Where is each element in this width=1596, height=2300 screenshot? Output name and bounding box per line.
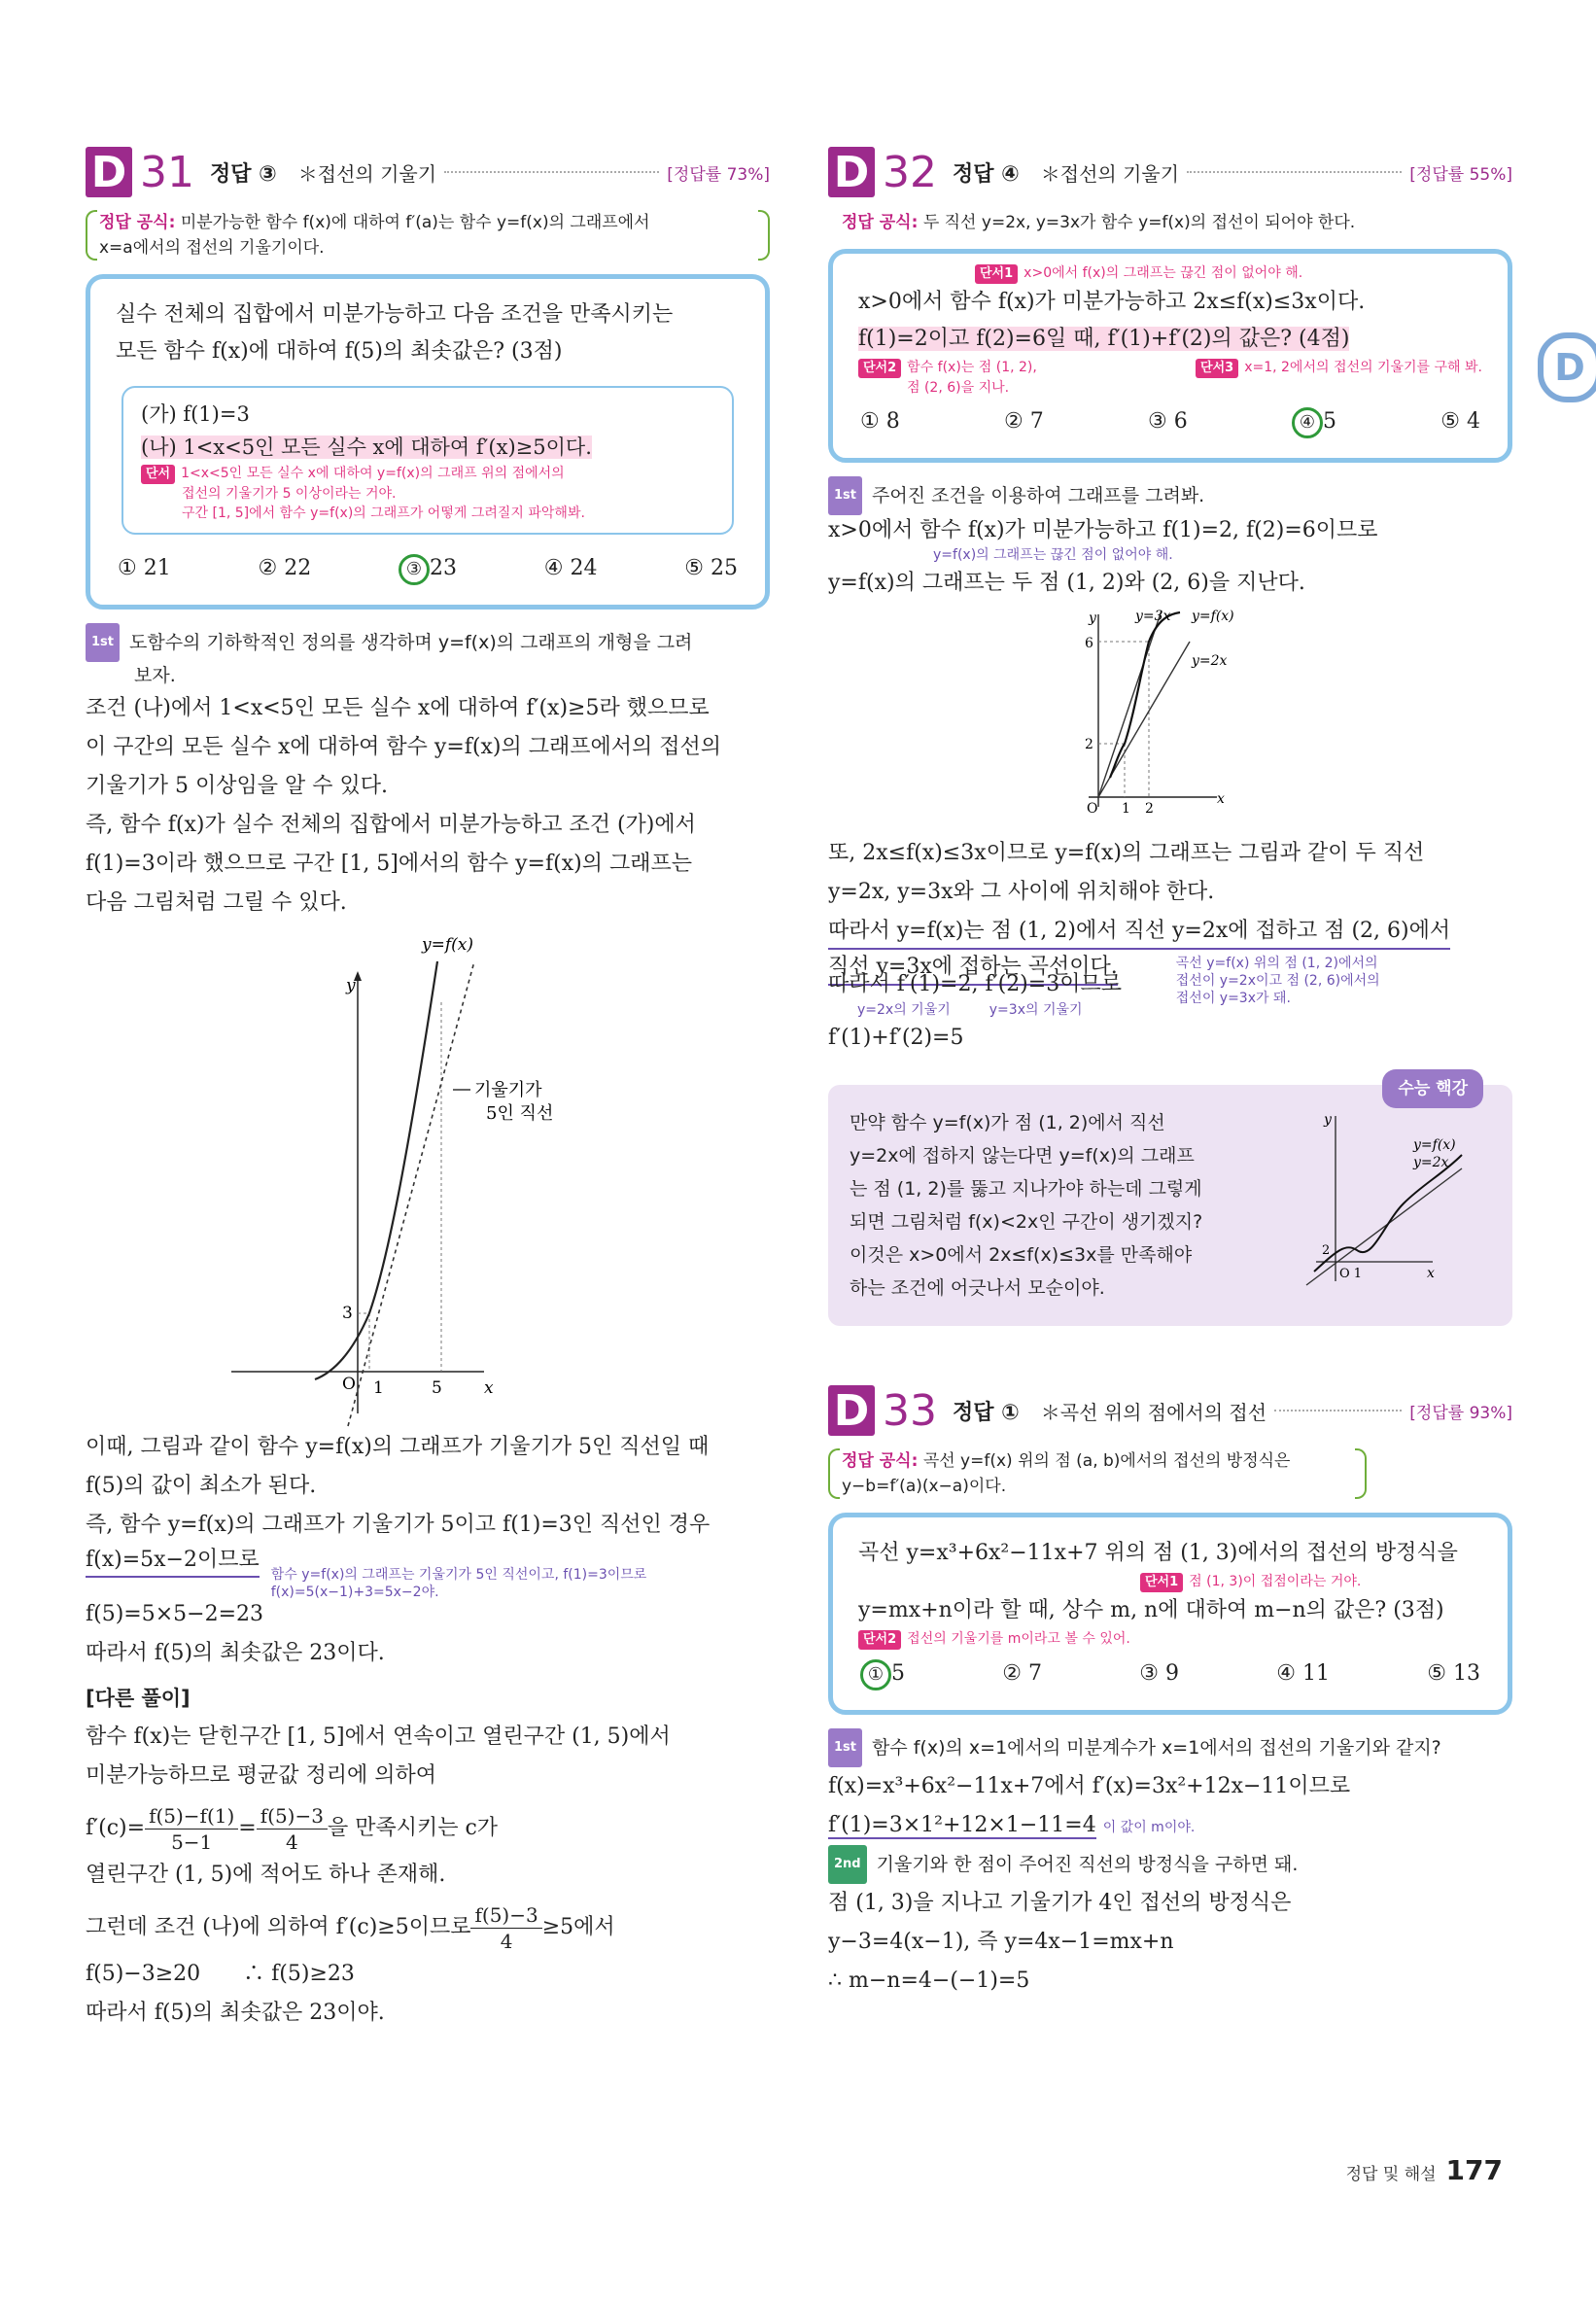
hint: 점 (1, 3)이 접점이라는 거야. <box>1189 1574 1362 1589</box>
q31-topic: ＊접선의 기울기 <box>297 161 437 186</box>
q31-solution <box>86 623 770 923</box>
hint <box>141 464 714 484</box>
q31-conditions-box <box>121 386 734 535</box>
q32-graph <box>828 603 1512 826</box>
note-line: y=2x의 기울기 <box>857 1002 951 1018</box>
csat-badge: 수능 핵강 <box>1382 1069 1483 1108</box>
solution-line: 함수 f(x)는 닫힌구간 [1, 5]에서 연속이고 열린구간 (1, 5)에서 <box>86 1725 671 1749</box>
solution-line: f′(1)+f′(2)=5 <box>828 1026 964 1050</box>
solution-text: 그런데 조건 (나)에 의하여 f′(c)≥5이므로 <box>86 1915 471 1939</box>
q32-answer: 정답 ④ <box>953 161 1020 187</box>
graph-note: 기울기가 <box>474 1080 542 1100</box>
q31-code: D <box>86 147 132 197</box>
formula-label: 정답 공식: <box>99 213 176 232</box>
problem-line: x>0에서 함수 f(x)가 미분가능하고 2x≤f(x)≤3x이다. <box>858 290 1366 314</box>
solution-line: 즉, 함수 y=f(x)의 그래프가 기울기가 5이고 f(1)=3인 직선인 경우 <box>86 1513 711 1537</box>
q32-problem-box <box>828 249 1512 463</box>
step-text: 함수 f(x)의 x=1에서의 미분계수가 x=1에서의 접선의 기울기와 같지? <box>872 1737 1441 1759</box>
choice-4-selected[interactable] <box>1292 403 1336 440</box>
curve-f <box>315 961 437 1379</box>
solution-line: 또, 2x≤f(x)≤3x이므로 y=f(x)의 그래프는 그림과 같이 두 직선 <box>828 841 1425 865</box>
column-right <box>828 144 1512 2001</box>
solution-text: ≥5에서 <box>541 1915 615 1939</box>
tick-6: 6 <box>1085 636 1093 651</box>
tick-1: 1 <box>373 1378 384 1398</box>
choice-2[interactable]: ② 7 <box>1004 409 1044 434</box>
line-2x <box>1306 1168 1462 1285</box>
note-line: 곡선 y=f(x) 위의 점 (1, 2)에서의 <box>1175 956 1378 971</box>
axis-y-label: y <box>1324 1112 1332 1128</box>
note-line: f(x)=5(x−1)+3=5x−2야. <box>270 1585 439 1600</box>
q33-number: 33 <box>883 1385 937 1436</box>
formula-label: 정답 공식: <box>842 213 919 232</box>
solution-line: y−3=4(x−1), 즉 y=4x−1=mx+n <box>828 1930 1174 1954</box>
solution-line: x>0에서 함수 f(x)가 미분가능하고 f(1)=2, f(2)=6이므로 <box>828 518 1378 542</box>
section-tab[interactable] <box>1538 332 1596 402</box>
page-number: 177 <box>1445 2154 1503 2186</box>
hint: x=1, 2에서의 접선의 기울기를 구해 봐. <box>1244 360 1482 375</box>
solution-line: f(5)−3≥20 ∴ f(5)≥23 <box>86 1962 355 1986</box>
step-badge: 1st <box>828 476 862 515</box>
bracket-left <box>828 1448 840 1499</box>
solution-line: 직선 y=3x에 접하는 곡선이다. <box>828 951 1118 986</box>
label-2x: y=2x <box>1192 653 1228 669</box>
q33-answer: 정답 ① <box>953 1400 1020 1425</box>
problem-line: 실수 전체의 집합에서 미분가능하고 다음 조건을 만족시키는 <box>116 302 674 327</box>
choice-2[interactable]: ② 7 <box>1002 1661 1042 1686</box>
solution-line: 즉, 함수 f(x)가 실수 전체의 집합에서 미분가능하고 조건 (가)에서 <box>86 813 696 837</box>
fraction <box>470 1902 541 1954</box>
page-footer <box>1346 2154 1503 2186</box>
solution-line: 다음 그림처럼 그릴 수 있다. <box>86 890 347 915</box>
axis-x-label: x <box>484 1378 494 1398</box>
check-circle-icon: ③ <box>399 554 430 585</box>
hint-tag: 단서1 <box>975 264 1018 284</box>
choice-3-selected[interactable] <box>399 550 457 587</box>
mvt-lhs: f′(c)= <box>86 1816 146 1840</box>
note-line: y=3x의 기울기 <box>989 1002 1083 1018</box>
hint-tag: 단서3 <box>1196 359 1238 378</box>
q31-leader-dots <box>444 171 659 173</box>
q31-answer: 정답 ③ <box>210 161 277 187</box>
choice-1[interactable]: ① 21 <box>118 556 171 580</box>
note-line: 접선이 y=3x가 돼. <box>1175 991 1291 1006</box>
choice-5[interactable]: ⑤ 4 <box>1440 409 1480 434</box>
solution-line: ∴ m−n=4−(−1)=5 <box>828 1969 1030 1993</box>
solution-line: 이 구간의 모든 실수 x에 대하여 함수 y=f(x)의 그래프에서의 접선의 <box>86 735 721 759</box>
csat-line: 하는 조건에 어긋나서 모순이야. <box>850 1277 1105 1299</box>
condition-2: (나) 1<x<5인 모든 실수 x에 대하여 f′(x)≥5이다. <box>141 436 592 459</box>
hint-line: 접선의 기울기가 5 이상이라는 거야. <box>182 486 397 502</box>
graph-note: 5인 직선 <box>486 1103 554 1124</box>
choice-value: 5 <box>891 1661 905 1686</box>
axis-x-label: x <box>1427 1266 1435 1281</box>
q31-choices <box>116 550 740 587</box>
solution-line: 조건 (나)에서 1<x<5인 모든 실수 x에 대하여 f′(x)≥5라 했으므로 <box>86 696 710 720</box>
condition-1: (가) f(1)=3 <box>141 402 250 426</box>
bracket-right <box>1355 1448 1367 1499</box>
choice-5[interactable]: ⑤ 13 <box>1427 1661 1480 1686</box>
formula-label: 정답 공식: <box>842 1451 919 1471</box>
solution-line: 이때, 그림과 같이 함수 y=f(x)의 그래프가 기울기가 5인 직선일 때 <box>86 1435 710 1459</box>
axis-x-label: x <box>1217 791 1225 807</box>
step-badge: 1st <box>828 1728 862 1767</box>
footer-text: 정답 및 해설 <box>1345 2165 1437 2184</box>
choice-1-selected[interactable] <box>860 1655 905 1692</box>
csat-line: 만약 함수 y=f(x)가 점 (1, 2)에서 직선 <box>850 1112 1165 1133</box>
hint: 점 (2, 6)을 지나. <box>907 380 1010 396</box>
q33-choices <box>858 1655 1482 1692</box>
check-circle-icon: ① <box>860 1659 891 1690</box>
solution-line: y=f(x)의 그래프는 두 점 (1, 2)와 (2, 6)을 지난다. <box>828 571 1305 595</box>
q33-rate: [정답률 93%] <box>1409 1403 1512 1423</box>
hint-tag: 단서 <box>141 465 175 484</box>
problem-line: f(1)=2이고 f(2)=6일 때, f′(1)+f′(2)의 값은? (4점) <box>858 327 1350 351</box>
origin-label: O <box>1087 801 1098 817</box>
origin-label: O <box>342 1375 356 1394</box>
alt-solution-title: [다른 풀이] <box>86 1687 191 1710</box>
column-left <box>86 144 770 2033</box>
curve-f <box>1314 1155 1462 1272</box>
q31-number: 31 <box>140 147 194 197</box>
denominator: 5−1 <box>171 1830 213 1854</box>
label-3x: y=3x <box>1135 609 1171 624</box>
csat-line: y=2x에 접하지 않는다면 y=f(x)의 그래프 <box>850 1145 1195 1167</box>
q32-rate: [정답률 55%] <box>1409 164 1512 185</box>
hint-line: 구간 [1, 5]에서 함수 y=f(x)의 그래프가 어떻게 그려질지 파악해봐. <box>182 505 585 521</box>
step-text: 보자. <box>134 665 176 686</box>
csat-line: 이것은 x>0에서 2x≤f(x)≤3x를 만족해야 <box>850 1244 1193 1266</box>
choice-value: 23 <box>430 556 457 580</box>
q32-header <box>828 144 1512 200</box>
numerator: f(5)−3 <box>257 1803 328 1830</box>
formula-line: x=a에서의 접선의 기울기이다. <box>99 238 325 258</box>
curve-f <box>1110 612 1180 778</box>
denominator: 4 <box>500 1929 513 1953</box>
problem-line: 모든 함수 f(x)에 대하여 f(5)의 최솟값은? (3점) <box>116 339 563 364</box>
numerator: f(5)−f(1) <box>145 1803 238 1830</box>
hint-line: 1<x<5인 모든 실수 x에 대하여 y=f(x)의 그래프 위의 점에서의 <box>181 466 565 481</box>
side-note: 이 값이 m이야. <box>1102 1820 1196 1835</box>
bracket-left <box>86 210 97 261</box>
csat-line: 되면 그림처럼 f(x)<2x인 구간이 생기겠지? <box>850 1211 1203 1233</box>
solution-line: 따라서 f(5)의 최솟값은 23이다. <box>86 1641 385 1665</box>
q31-rate: [정답률 73%] <box>667 164 770 185</box>
solution-line: f′(1)=3×1²+12×1−11=4 <box>828 1813 1096 1837</box>
formula-line: 두 직선 y=2x, y=3x가 함수 y=f(x)의 접선이 되어야 한다. <box>922 213 1356 232</box>
solution-line: 기울기가 5 이상임을 알 수 있다. <box>86 774 388 798</box>
q31-graph <box>86 923 770 1428</box>
numerator: f(5)−3 <box>470 1902 541 1929</box>
choice-3[interactable]: ③ 6 <box>1148 409 1188 434</box>
q33-leader-dots <box>1274 1410 1402 1411</box>
q31-formula <box>86 210 770 261</box>
tick-5: 5 <box>432 1378 442 1398</box>
mvt-rhs: 을 만족시키는 c가 <box>327 1816 499 1840</box>
step-text: 도함수의 기하학적인 정의를 생각하며 y=f(x)의 그래프의 개형을 그려 <box>129 632 693 653</box>
tick-2: 2 <box>1322 1243 1331 1258</box>
choice-5[interactable]: ⑤ 25 <box>684 556 738 580</box>
csat-box <box>828 1079 1512 1326</box>
equals: = <box>238 1816 257 1840</box>
formula-line: 미분가능한 함수 f(x)에 대하여 f′(a)는 함수 y=f(x)의 그래프에서 <box>180 213 650 232</box>
axis-y-label: y <box>1089 610 1096 626</box>
q32-choices <box>858 403 1482 440</box>
solution-line: f(5)=5×5−2=23 <box>86 1602 264 1626</box>
origin-label: O 1 <box>1339 1267 1363 1281</box>
denominator: 4 <box>285 1830 298 1854</box>
side-note: y=f(x)의 그래프는 끊긴 점이 없어야 해. <box>933 547 1173 563</box>
curve-label: y=f(x) <box>422 935 473 955</box>
label-fx: y=f(x) <box>1192 609 1234 624</box>
solution-line: 열린구간 (1, 5)에 적어도 하나 존재해. <box>86 1863 446 1887</box>
step-text: 기울기와 한 점이 주어진 직선의 방정식을 구하면 돼. <box>876 1854 1299 1875</box>
choice-1[interactable]: ① 8 <box>860 409 900 434</box>
problem-line: 곡선 y=x³+6x²−11x+7 위의 점 (1, 3)에서의 접선의 방정식을 <box>858 1541 1458 1565</box>
fraction <box>145 1803 238 1855</box>
tick-2x: 2 <box>1145 801 1154 817</box>
note-line: 함수 y=f(x)의 그래프는 기울기가 5인 직선이고, f(1)=3이므로 <box>270 1567 647 1583</box>
tick-3: 3 <box>342 1304 353 1323</box>
q32-code: D <box>828 147 875 197</box>
check-circle-icon: ④ <box>1292 407 1323 438</box>
choice-value: 5 <box>1323 409 1336 434</box>
q32-number: 32 <box>883 147 937 197</box>
csat-line: 는 점 (1, 2)를 뚫고 지나가야 하는데 그렇게 <box>850 1178 1202 1200</box>
solution-line: f(x)=x³+6x²−11x+7에서 f′(x)=3x²+12x−11이므로 <box>828 1774 1351 1798</box>
step-badge: 2nd <box>828 1845 867 1884</box>
q32-solution <box>828 476 1512 603</box>
step-text: 주어진 조건을 이용하여 그래프를 그려봐. <box>872 485 1205 506</box>
section-tab-label: D <box>1554 346 1585 389</box>
choice-3[interactable]: ③ 9 <box>1139 1661 1179 1686</box>
q33-code: D <box>828 1385 875 1436</box>
hint: x>0에서 f(x)의 그래프는 끊긴 점이 없어야 해. <box>1024 265 1303 281</box>
line-3x <box>1098 610 1162 797</box>
q33-header <box>828 1382 1512 1439</box>
side-note <box>1176 955 1380 1007</box>
q31-header <box>86 144 770 200</box>
fraction <box>257 1803 328 1855</box>
solution-line: 따라서 f(5)의 최솟값은 23이야. <box>86 2001 385 2025</box>
tangent-line-slope5 <box>348 961 474 1426</box>
problem-line: y=mx+n이라 할 때, 상수 m, n에 대하여 m−n의 값은? (3점) <box>858 1598 1444 1622</box>
hint-tag: 단서2 <box>858 359 901 378</box>
solution-line: 따라서 f′(1)=2, f′(2)=3이므로 <box>828 972 1122 996</box>
solution-line: 따라서 y=f(x)는 점 (1, 2)에서 직선 y=2x에 접하고 점 (2, 6)에서 <box>828 915 1450 950</box>
choice-4[interactable]: ④ 24 <box>543 556 598 580</box>
axis-y-label: y <box>346 976 356 995</box>
formula-line: y−b=f′(a)(x−a)이다. <box>842 1477 1007 1496</box>
q32-topic: ＊접선의 기울기 <box>1040 161 1180 186</box>
step-badge: 1st <box>86 623 120 662</box>
q33-problem-box <box>828 1513 1512 1715</box>
solution-line: f(1)=3이라 했으므로 구간 [1, 5]에서의 함수 y=f(x)의 그래프는 <box>86 852 692 876</box>
q33-topic: ＊곡선 위의 점에서의 접선 <box>1040 1400 1267 1424</box>
hint-tag: 단서2 <box>858 1630 901 1650</box>
solution-line: y=2x, y=3x와 그 사이에 위치해야 한다. <box>828 880 1215 904</box>
solution-line: f(x)=5x−2이므로 <box>86 1545 260 1578</box>
q33-formula <box>828 1448 1512 1499</box>
tick-2: 2 <box>1085 737 1093 752</box>
side-note <box>271 1566 647 1601</box>
q32-solution-2 <box>828 834 1512 1058</box>
label-fx: y=f(x) <box>1413 1137 1456 1153</box>
note-line: 접선이 y=2x이고 점 (2, 6)에서의 <box>1175 973 1380 989</box>
choice-4[interactable]: ④ 11 <box>1276 1661 1330 1686</box>
solution-line: f(5)의 값이 최소가 된다. <box>86 1474 317 1498</box>
hint-tag: 단서1 <box>1140 1573 1183 1592</box>
q32-formula <box>828 210 1512 235</box>
csat-graph <box>1297 1106 1491 1291</box>
q33-solution <box>828 1728 1512 2001</box>
hint: 함수 f(x)는 점 (1, 2), <box>907 360 1037 375</box>
tick-1: 1 <box>1122 801 1130 817</box>
choice-2[interactable]: ② 22 <box>258 556 312 580</box>
formula-line: 곡선 y=f(x) 위의 점 (a, b)에서의 접선의 방정식은 <box>922 1451 1291 1471</box>
q31-problem-box <box>86 274 770 610</box>
solution-line: 점 (1, 3)을 지나고 기울기가 4인 접선의 방정식은 <box>828 1891 1292 1915</box>
label-2x: y=2x <box>1413 1155 1449 1170</box>
q31-solution-2 <box>86 1428 770 2033</box>
q32-leader-dots <box>1187 171 1402 173</box>
bracket-right <box>758 210 770 261</box>
solution-line: 미분가능하므로 평균값 정리에 의하여 <box>86 1763 437 1788</box>
hint: 접선의 기울기를 m이라고 볼 수 있어. <box>907 1631 1130 1647</box>
